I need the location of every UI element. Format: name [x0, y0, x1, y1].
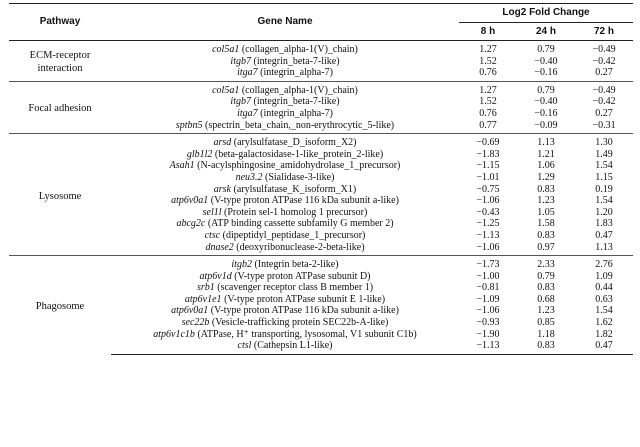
gene-symbol: Asah1 — [169, 160, 195, 172]
pathway-group — [9, 81, 633, 133]
value-24h: 0.79 — [537, 44, 555, 55]
gene-symbol: col5a1 — [212, 84, 240, 96]
gene-name-cell — [111, 317, 459, 329]
gene-name-cell — [111, 207, 459, 219]
gene-symbol: neu3.2 — [235, 171, 263, 183]
gene-name-cell — [111, 218, 459, 230]
gene-name-cell — [111, 230, 459, 242]
gene-name-cell — [111, 282, 459, 294]
value-72h: 0.47 — [595, 229, 613, 241]
gene-symbol: atp6v1e1 — [184, 293, 222, 305]
pathway-group — [9, 134, 633, 256]
table-row — [9, 41, 633, 56]
value-72h: 2.76 — [575, 256, 633, 271]
gene-name-cell — [111, 41, 459, 56]
gene-name-cell — [111, 271, 459, 283]
header-pathway: Pathway — [9, 4, 111, 41]
value-72h: 1.82 — [595, 328, 613, 340]
gene-description: (integrin_beta-7-like) — [250, 55, 340, 67]
gene-description: (Sialidase-3-like) — [262, 171, 335, 183]
gene-name-cell — [111, 96, 459, 108]
value-8h: −0.93 — [476, 317, 500, 329]
value-24h: −0.16 — [534, 67, 558, 79]
pathway-group — [9, 41, 633, 82]
value-72h: 1.09 — [595, 270, 613, 282]
gene-description: (ATP binding cassette subfamily G member 2) — [205, 218, 394, 230]
gene-description: (integrin_beta-7-like) — [250, 96, 340, 108]
gene-name-cell — [111, 305, 459, 317]
value-72h: −0.42 — [592, 55, 616, 67]
gene-description: (integrin_alpha-7) — [257, 67, 333, 79]
log2-fold-change-table — [9, 3, 633, 355]
value-24h: 1.58 — [537, 218, 555, 230]
header-8h: 8 h — [459, 23, 517, 41]
gene-description: (integrin_alpha-7) — [257, 107, 333, 119]
value-24h: 1.05 — [537, 206, 555, 218]
value-72h: 0.63 — [595, 293, 613, 305]
gene-symbol: arsk — [213, 183, 231, 195]
gene-symbol: atp6v1d — [199, 270, 232, 282]
value-8h: 0.76 — [479, 67, 497, 79]
value-72h: 0.47 — [575, 340, 633, 354]
gene-symbol: col5a1 — [212, 44, 240, 55]
value-72h: 1.13 — [595, 241, 613, 253]
value-8h: −1.06 — [476, 241, 500, 253]
gene-description: (Protein sel-1 homolog 1 precursor) — [221, 206, 368, 218]
gene-name-cell — [111, 67, 459, 81]
value-24h: 1.23 — [537, 305, 555, 317]
value-24h: −0.16 — [534, 107, 558, 119]
value-24h: 1.23 — [537, 195, 555, 207]
pathway-cell: Lysosome — [9, 134, 111, 256]
gene-name-cell — [111, 81, 459, 96]
value-24h: −0.40 — [534, 96, 558, 108]
gene-description: (deoxyribonuclease-2-beta-like) — [233, 241, 365, 253]
value-72h: 1.54 — [595, 195, 613, 207]
value-72h: 1.62 — [595, 317, 613, 329]
value-8h: −1.73 — [459, 256, 517, 271]
value-8h: −1.06 — [476, 195, 500, 207]
value-72h: 0.27 — [595, 67, 613, 79]
gene-symbol: itgb7 — [230, 96, 251, 108]
gene-name-cell — [111, 294, 459, 306]
value-72h: 1.15 — [595, 171, 613, 183]
gene-description: (spectrin_beta_chain,_non-erythrocytic_5-like) — [202, 119, 395, 131]
table-row — [9, 256, 633, 271]
header-72h: 72 h — [575, 23, 633, 41]
gene-symbol: dnase2 — [205, 241, 234, 253]
gene-symbol: sptbn5 — [175, 119, 203, 131]
gene-description: (scavenger receptor class B member 1) — [214, 282, 374, 294]
gene-symbol: ctsc — [204, 229, 221, 241]
gene-symbol: arsd — [213, 137, 232, 149]
header-log2-fold-change: Log2 Fold Change — [459, 4, 633, 23]
value-24h: 1.29 — [537, 171, 555, 183]
gene-name-cell — [111, 149, 459, 161]
header-24h: 24 h — [517, 23, 575, 41]
gene-name-cell — [111, 56, 459, 68]
value-24h: 0.83 — [537, 282, 555, 294]
value-24h: 0.79 — [537, 270, 555, 282]
value-72h: 1.49 — [595, 148, 613, 160]
gene-description: (V-type proton ATPase subunit D) — [231, 270, 371, 282]
gene-name-cell — [111, 184, 459, 196]
gene-name-cell — [111, 172, 459, 184]
gene-symbol: itgb2 — [231, 259, 252, 271]
value-72h: −0.49 — [575, 81, 633, 96]
value-24h: 0.83 — [537, 229, 555, 241]
value-24h: −0.09 — [534, 119, 558, 131]
gene-symbol: atp6v1c1b — [153, 328, 195, 340]
value-8h: −1.90 — [476, 328, 500, 340]
value-72h: 0.27 — [595, 107, 613, 119]
pathway-cell: Phagosome — [9, 256, 111, 355]
gene-description: (collagen_alpha-1(V)_chain) — [239, 84, 358, 96]
table-row — [9, 81, 633, 96]
value-72h: 0.44 — [595, 282, 613, 294]
gene-description: (Integrin beta-2-like) — [251, 259, 339, 271]
gene-symbol: ctsl — [237, 340, 252, 352]
value-24h: 1.06 — [537, 160, 555, 172]
table-row — [9, 134, 633, 149]
gene-description: (V-type proton ATPase 116 kDa subunit a-like) — [208, 195, 399, 207]
value-24h: 2.33 — [517, 256, 575, 271]
value-72h: 1.30 — [575, 134, 633, 149]
value-24h: −0.40 — [534, 55, 558, 67]
gene-description: (N-acylsphingosine_amidohydrolase_1_precursor) — [194, 160, 401, 172]
pathway-cell: ECM-receptor interaction — [29, 50, 91, 75]
value-8h: 1.52 — [479, 96, 497, 108]
value-8h: −1.09 — [476, 293, 500, 305]
gene-symbol: sel1l — [202, 206, 222, 218]
gene-description: (arylsulfatase_D_isoform_X2) — [231, 137, 357, 149]
value-72h: 1.54 — [595, 305, 613, 317]
value-8h: −1.01 — [476, 171, 500, 183]
value-72h: 1.83 — [595, 218, 613, 230]
gene-description: (Cathepsin L1-like) — [251, 340, 333, 352]
gene-name-cell — [111, 329, 459, 341]
gene-description: (ATPase, H⁺ transporting, lysosomal, V1 subunit C1b) — [194, 328, 417, 340]
gene-symbol: glb1l2 — [186, 148, 213, 160]
gene-symbol: abcg2c — [176, 218, 206, 230]
value-72h: −0.49 — [592, 44, 616, 55]
gene-symbol: srb1 — [196, 282, 215, 294]
gene-description: (Vesicle-trafficking protein SEC22b-A-like) — [209, 317, 389, 329]
value-8h: −1.13 — [459, 340, 517, 354]
value-24h: 0.97 — [537, 241, 555, 253]
value-72h: −0.42 — [592, 96, 616, 108]
value-24h: 0.85 — [537, 317, 555, 329]
gene-symbol: itgb7 — [230, 55, 251, 67]
gene-description: (V-type proton ATPase subunit E 1-like) — [221, 293, 386, 305]
value-8h: −0.43 — [476, 206, 500, 218]
gene-name-cell — [111, 120, 459, 134]
gene-description: (collagen_alpha-1(V)_chain) — [239, 44, 358, 55]
value-24h: 1.21 — [537, 148, 555, 160]
value-72h: 0.19 — [595, 183, 613, 195]
value-8h: −1.15 — [476, 160, 500, 172]
value-8h: −0.69 — [459, 134, 517, 149]
value-24h: 0.79 — [517, 81, 575, 96]
gene-name-cell — [111, 108, 459, 120]
value-8h: −1.83 — [476, 148, 500, 160]
value-8h: 0.76 — [479, 107, 497, 119]
value-24h: 0.83 — [517, 340, 575, 354]
gene-description: (beta-galactosidase-1-like_protein_2-like) — [212, 148, 384, 160]
header-gene-name: Gene Name — [111, 4, 459, 41]
value-8h: −1.06 — [476, 305, 500, 317]
value-8h: −0.81 — [476, 282, 500, 294]
pathway-group — [9, 256, 633, 355]
value-8h: 1.27 — [459, 81, 517, 96]
gene-name-cell — [111, 340, 459, 354]
value-24h: 1.13 — [517, 134, 575, 149]
gene-symbol: sec22b — [181, 317, 210, 329]
value-8h: −1.25 — [476, 218, 500, 230]
gene-name-cell — [111, 242, 459, 256]
gene-description: (arylsulfatase_K_isoform_X1) — [230, 183, 357, 195]
value-24h: 1.18 — [537, 328, 555, 340]
gene-name-cell — [111, 195, 459, 207]
value-72h: 1.54 — [595, 160, 613, 172]
value-72h: 1.20 — [595, 206, 613, 218]
value-8h: −1.13 — [476, 229, 500, 241]
gene-name-cell — [111, 160, 459, 172]
gene-symbol: atp6v0a1 — [171, 195, 209, 207]
gene-symbol: itga7 — [237, 107, 258, 119]
table-header — [9, 4, 633, 41]
value-8h: −1.00 — [476, 270, 500, 282]
gene-symbol: atp6v0a1 — [171, 305, 209, 317]
gene-description: (V-type proton ATPase 116 kDa subunit a-like) — [208, 305, 399, 317]
value-8h: −0.75 — [476, 183, 500, 195]
gene-description: (dipeptidyl_peptidase_1_precursor) — [220, 229, 366, 241]
gene-name-cell — [111, 134, 459, 149]
value-8h: 1.27 — [479, 44, 497, 55]
value-8h: 0.77 — [479, 119, 497, 131]
value-24h: 0.83 — [537, 183, 555, 195]
gene-name-cell — [111, 256, 459, 271]
value-8h: 1.52 — [479, 55, 497, 67]
pathway-cell: Focal adhesion — [9, 81, 111, 133]
value-24h: 0.68 — [537, 293, 555, 305]
gene-symbol: itga7 — [237, 67, 258, 79]
value-72h: −0.31 — [592, 119, 616, 131]
